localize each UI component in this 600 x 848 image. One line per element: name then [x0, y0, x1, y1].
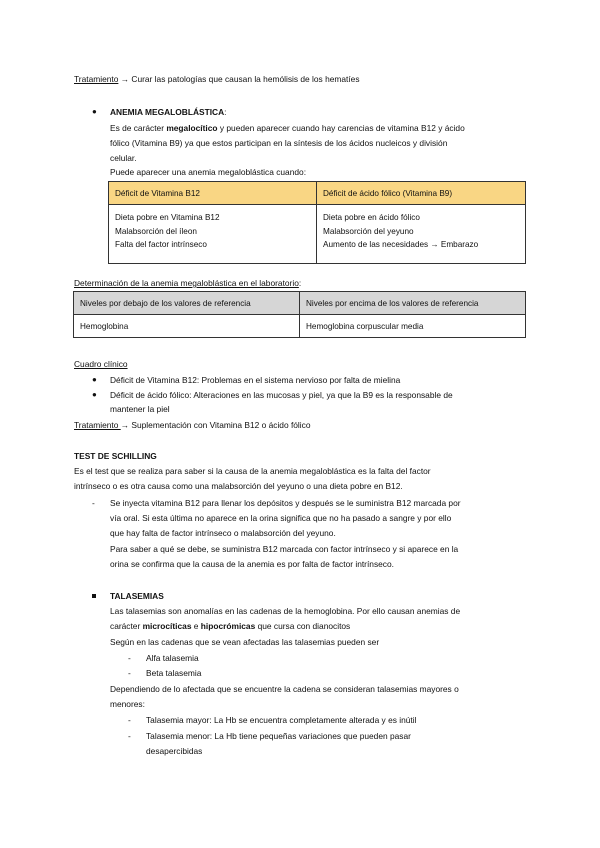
paragraph-line: Dependiendo de lo afectada que se encuentre la cadena se consideran talasemias mayores o [110, 684, 459, 694]
bullet-icon: ● [92, 375, 97, 384]
dash-marker: - [92, 498, 95, 508]
paragraph-line: intrínseco o es otra causa como una malabsorción del yeyuno o una dieta pobre en B12. [74, 481, 403, 491]
levels-table [73, 291, 526, 338]
table-header: Niveles por encima de los valores de referencia [300, 292, 526, 315]
section-heading-schilling: TEST DE SCHILLING [74, 451, 157, 461]
table-header: Niveles por debajo de los valores de referencia [74, 292, 300, 315]
treatment-line [74, 73, 360, 85]
paragraph-line: menores: [110, 699, 145, 709]
paragraph-line: Es de carácter megalocítico y pueden aparecer cuando hay carencias de vitamina B12 y ácido [110, 123, 465, 133]
list-item: Talasemia mayor: La Hb se encuentra completamente alterada y es inútil [146, 715, 417, 725]
list-item: Beta talasemia [146, 668, 202, 678]
treatment-line: Tratamiento → Suplementación con Vitamina B12 o ácido fólico [74, 420, 311, 430]
list-item-continued: mantener la piel [110, 404, 170, 414]
paragraph-line: Según en las cadenas que se vean afectadas las talasemias pueden ser [110, 637, 380, 647]
paragraph-line: vía oral. Si esta última no aparece en la orina significa que no ha pasado a sangre y por ello [110, 513, 452, 523]
table-header: Déficit de Vitamina B12 [109, 182, 317, 205]
treatment-text: → Curar las patologías que causan la hemólisis de los hematíes [118, 74, 360, 84]
paragraph-line: Puede aparecer una anemia megaloblástica cuando: [110, 167, 307, 177]
paragraph-line: orina se confirma que la causa de la anemia es por falta de factor intrínseco. [110, 559, 394, 569]
paragraph-line: fólico (Vitamina B9) ya que estos participan en la síntesis de los ácidos nucleicos y división [110, 138, 448, 148]
section-heading-anemia: ANEMIA MEGALOBLÁSTICA: [110, 107, 227, 117]
table-cell: Hemoglobina corpuscular media [300, 315, 526, 338]
list-item: Déficit de ácido fólico: Alteraciones en las mucosas y piel, ya que la B9 es la responsable de [110, 390, 453, 400]
list-item: Talasemia menor: La Hb tiene pequeñas variaciones que pueden pasar [146, 731, 411, 741]
list-item: Déficit de Vitamina B12: Problemas en el sistema nervioso por falta de mielina [110, 375, 401, 385]
clinical-heading: Cuadro clínico [74, 359, 128, 369]
table-header: Déficit de ácido fólico (Vitamina B9) [317, 182, 526, 205]
paragraph-line: que hay falta de factor intrínseco o malabsorción del yeyuno. [110, 528, 336, 538]
section-heading-talasemias: TALASEMIAS [110, 591, 164, 601]
paragraph-line: Es el test que se realiza para saber si la causa de la anemia megaloblástica es la falta del factor [74, 466, 431, 476]
dash-marker: - [128, 731, 131, 741]
dash-marker: - [128, 668, 131, 678]
paragraph-line: celular. [110, 153, 137, 163]
table-cell: Dieta pobre en ácido fólico Malabsorción del yeyuno Aumento de las necesidades → Embarazo [317, 205, 526, 264]
paragraph-line: Para saber a qué se debe, se suministra B12 marcada con factor intrínseco y si aparece en la [110, 544, 459, 554]
deficit-table [108, 181, 526, 264]
treatment-label: Tratamiento [74, 74, 119, 84]
dash-marker: - [128, 715, 131, 725]
list-item: Alfa talasemia [146, 653, 199, 663]
paragraph-line: Se inyecta vitamina B12 para llenar los depósitos y después se le suministra B12 marcada por [110, 498, 461, 508]
lab-heading: Determinación de la anemia megaloblástica en el laboratorio: [74, 278, 302, 288]
table-cell: Hemoglobina [74, 315, 300, 338]
bullet-icon: ● [92, 107, 97, 116]
paragraph-line: carácter microcíticas e hipocrómicas que cursa con dianocitos [110, 621, 351, 631]
bullet-icon: ● [92, 390, 97, 399]
square-bullet-icon [92, 594, 96, 598]
table-cell: Dieta pobre en Vitamina B12 Malabsorción del íleon Falta del factor intrínseco [109, 205, 317, 264]
dash-marker: - [128, 653, 131, 663]
paragraph-line: Las talasemias son anomalías en las cadenas de la hemoglobina. Por ello causan anemias de [110, 606, 461, 616]
list-item-continued: desapercibidas [146, 746, 203, 756]
